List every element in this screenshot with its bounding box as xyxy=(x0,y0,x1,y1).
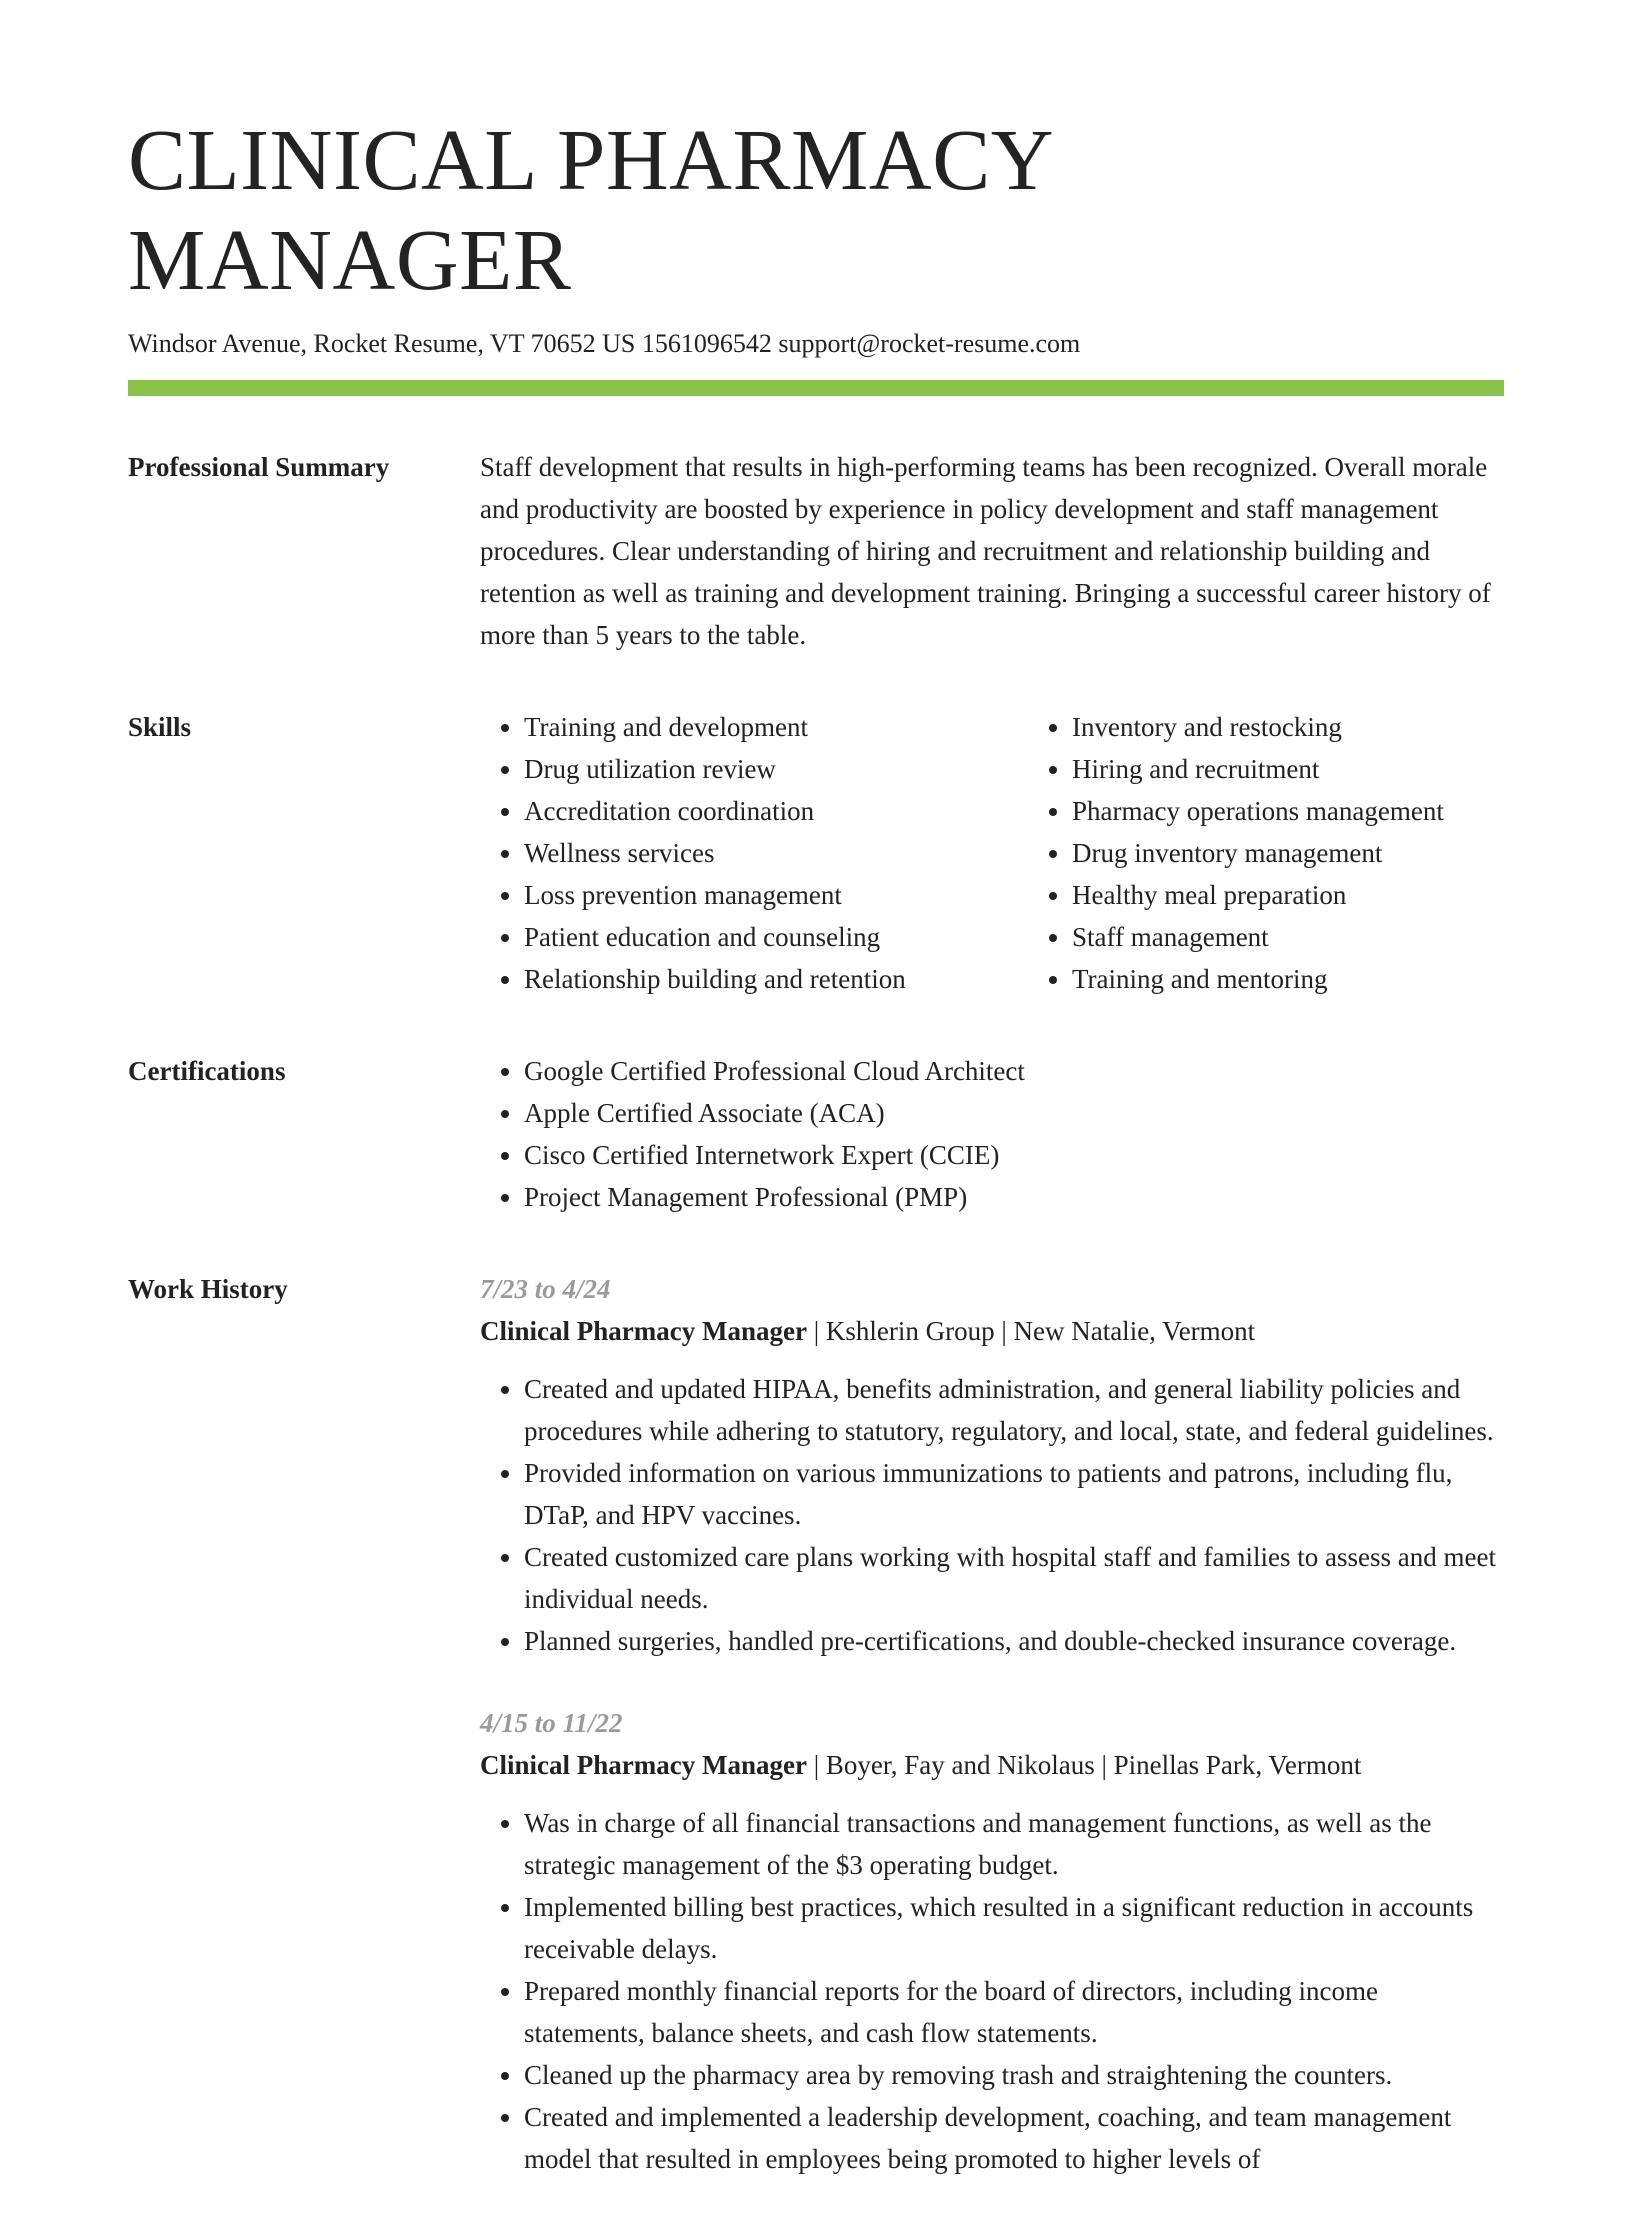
skill-item: • Patient education and counseling xyxy=(524,916,1028,958)
job-details: | Boyer, Fay and Nikolaus | Pinellas Park, Vermont xyxy=(806,1750,1362,1780)
job-bullet: • Created and implemented a leadership development, coaching, and team management model that resulted in employees being promoted to higher levels of xyxy=(524,2096,1504,2180)
work-history-label: Work History xyxy=(128,1274,288,1304)
job-bullet: • Cleaned up the pharmacy area by removing trash and straightening the counters. xyxy=(524,2054,1504,2096)
summary-text: Staff development that results in high-performing teams has been recognized. Overall morale and productivity are boosted by experience in policy development and staff management procedures. Clear understanding of hiring and recruitment and relationship building and retention as well as training and development training. Bringing a successful career history of more than 5 years to the table. xyxy=(480,452,1491,650)
skill-item: • Pharmacy operations management xyxy=(1072,790,1572,832)
job-dates: 4/15 to 11/22 xyxy=(480,1708,623,1738)
certification-item: • Apple Certified Associate (ACA) xyxy=(524,1092,1504,1134)
job-bullet: • Provided information on various immunizations to patients and patrons, including flu, DTaP, and HPV vaccines. xyxy=(524,1452,1504,1536)
skills-label: Skills xyxy=(128,712,192,742)
certifications-label: Certifications xyxy=(128,1056,286,1086)
skill-item: • Loss prevention management xyxy=(524,874,1028,916)
job-heading xyxy=(480,1744,1504,1786)
skill-item: • Inventory and restocking xyxy=(1072,706,1572,748)
certifications-list xyxy=(480,1050,1504,1218)
job-bullet: • Was in charge of all financial transactions and management functions, as well as the strategic management of the $3 operating budget. xyxy=(524,1802,1504,1886)
skill-item: • Staff management xyxy=(1072,916,1572,958)
skill-item: • Wellness services xyxy=(524,832,1028,874)
header-divider xyxy=(128,380,1504,396)
job-entry xyxy=(480,1702,1504,2180)
certifications-section xyxy=(128,1050,1504,1218)
skill-item: • Drug utilization review xyxy=(524,748,1028,790)
summary-label: Professional Summary xyxy=(128,452,390,482)
job-title: Clinical Pharmacy Manager xyxy=(480,1750,807,1780)
job-bullet: • Implemented billing best practices, which resulted in a significant reduction in accounts receivable delays. xyxy=(524,1886,1504,1970)
skill-item: • Drug inventory management xyxy=(1072,832,1572,874)
summary-section xyxy=(128,446,1504,656)
skills-section xyxy=(128,706,1504,1000)
job-entry xyxy=(480,1268,1504,1662)
contact-info: Windsor Avenue, Rocket Resume, VT 70652 US 1561096542 support@rocket-resume.com xyxy=(128,329,1081,358)
job-title: Clinical Pharmacy Manager xyxy=(480,1316,807,1346)
skill-item: • Healthy meal preparation xyxy=(1072,874,1572,916)
job-bullet: • Created and updated HIPAA, benefits administration, and general liability policies and procedures while adhering to statutory, regulatory, and local, state, and federal guidelines. xyxy=(524,1368,1504,1452)
skill-item: • Relationship building and retention xyxy=(524,958,1028,1000)
skill-item: • Hiring and recruitment xyxy=(1072,748,1572,790)
job-heading xyxy=(480,1310,1504,1352)
skills-list-right xyxy=(1028,706,1572,1000)
work-history-section xyxy=(128,1268,1504,2220)
resume-title: CLINICAL PHARMACY MANAGER xyxy=(128,111,1051,308)
certification-item: • Project Management Professional (PMP) xyxy=(524,1176,1504,1218)
skill-item: • Training and mentoring xyxy=(1072,958,1572,1000)
job-bullets xyxy=(480,1802,1504,2180)
job-details: | Kshlerin Group | New Natalie, Vermont xyxy=(806,1316,1256,1346)
job-dates: 7/23 to 4/24 xyxy=(480,1274,611,1304)
skills-list-left xyxy=(480,706,1028,1000)
skill-item: • Training and development xyxy=(524,706,1028,748)
job-bullets xyxy=(480,1368,1504,1662)
job-bullet: • Created customized care plans working with hospital staff and families to assess and meet individual needs. xyxy=(524,1536,1504,1620)
job-bullet: • Planned surgeries, handled pre-certifications, and double-checked insurance coverage. xyxy=(524,1620,1504,1662)
job-bullet: • Prepared monthly financial reports for the board of directors, including income statements, balance sheets, and cash flow statements. xyxy=(524,1970,1504,2054)
skill-item: • Accreditation coordination xyxy=(524,790,1028,832)
certification-item: • Google Certified Professional Cloud Architect xyxy=(524,1050,1504,1092)
certification-item: • Cisco Certified Internetwork Expert (CCIE) xyxy=(524,1134,1504,1176)
resume-page xyxy=(128,110,1504,2220)
